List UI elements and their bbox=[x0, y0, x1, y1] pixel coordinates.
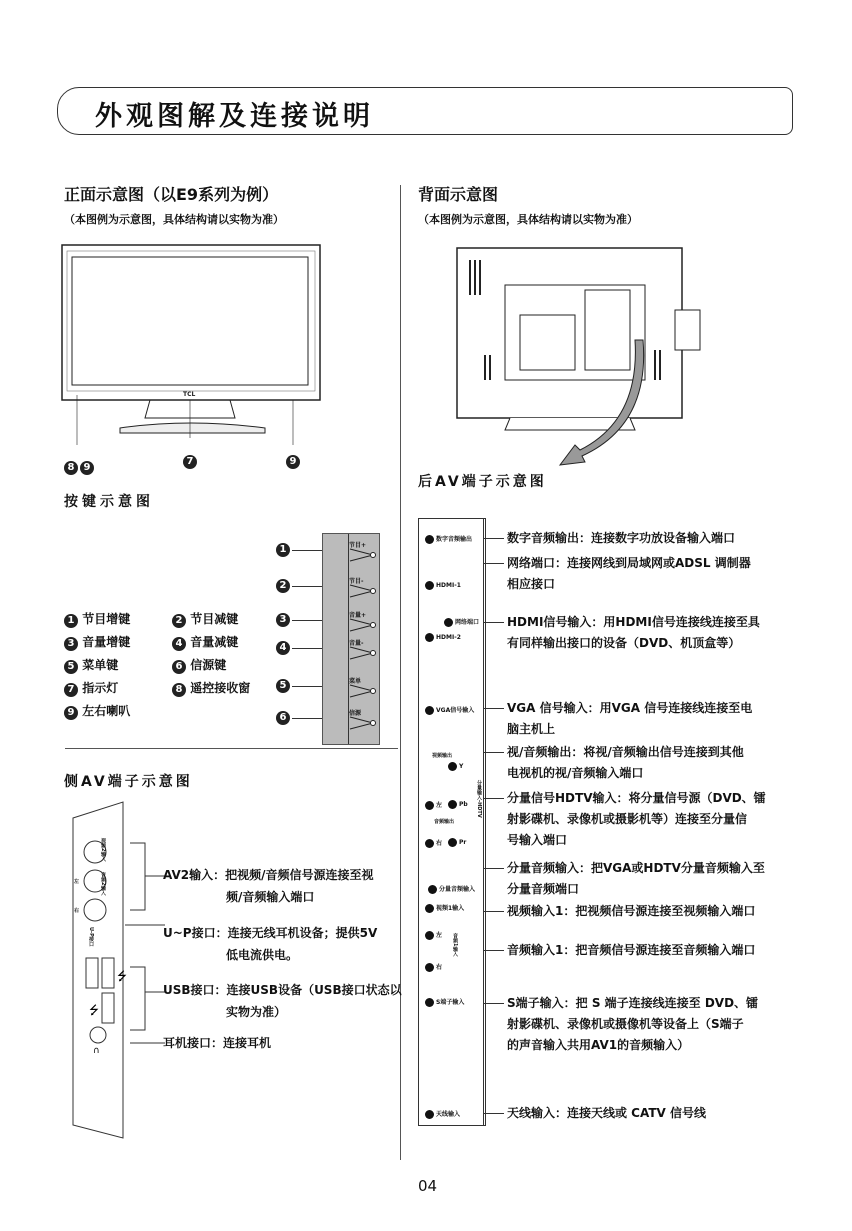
front-view-note: （本图例为示意图，具体结构请以实物为准） bbox=[64, 213, 284, 226]
svg-text:∩: ∩ bbox=[93, 1046, 100, 1056]
key-leader-line bbox=[292, 550, 322, 551]
rear-av-item-l1: 数字音频输出：连接数字功放设备输入端口 bbox=[507, 531, 736, 545]
rear-av-item-l1: 音频输入1：把音频信号源连接至音频输入端口 bbox=[507, 943, 756, 957]
key-callout-6: 6 bbox=[276, 711, 290, 725]
key-button-icon[interactable] bbox=[349, 716, 377, 730]
side-av-item-line1: AV2输入：把视频/音频信号源连接至视 bbox=[163, 868, 374, 882]
key-leader-line bbox=[292, 620, 322, 621]
key-button-icon[interactable] bbox=[349, 684, 377, 698]
rear-av-item-l2: 射影碟机、录像机或摄像机等设备上（S端子 bbox=[507, 1017, 744, 1031]
key-button-icon[interactable] bbox=[349, 548, 377, 562]
rear-port-av-out-label: 视频输出 bbox=[432, 753, 453, 759]
side-av-item-line2: 实物为准） bbox=[226, 1005, 287, 1019]
rear-av-item-l2: 射影碟机、录像机或摄影机等）连接至分量信 bbox=[507, 812, 748, 826]
rear-av-item-l1: 分量信号HDTV输入：将分量信号源（DVD、镭 bbox=[507, 791, 766, 805]
key-callout-1: 1 bbox=[276, 543, 290, 557]
rear-leader-line bbox=[484, 563, 504, 564]
side-av-item-line2: 低电流供电。 bbox=[226, 948, 299, 962]
rear-leader-line bbox=[484, 1113, 504, 1114]
rear-port-audio1-label: 音频1输入 bbox=[452, 933, 458, 957]
side-av-item-line1: U~P接口：连接无线耳机设备；提供5V bbox=[163, 926, 378, 940]
key-panel-label: 节目+ bbox=[349, 542, 367, 549]
key-legend-item: 3 音量增键 bbox=[64, 633, 130, 651]
key-leader-line bbox=[292, 686, 322, 687]
rear-av-title: 后AV端子示意图 bbox=[418, 474, 547, 490]
rear-port-right[interactable]: 右 bbox=[425, 962, 442, 972]
rear-av-item-l2: 有同样输出接口的设备（DVD、机顶盒等） bbox=[507, 636, 741, 650]
front-callouts bbox=[64, 455, 94, 475]
rear-port-right[interactable]: 右 bbox=[425, 838, 442, 848]
rear-av-item-l2: 脑主机上 bbox=[507, 722, 556, 736]
rear-port-audio-out-label: 音频输出 bbox=[434, 819, 455, 825]
rear-av-item-l2: 分量音频端口 bbox=[507, 882, 580, 896]
rear-port-vga[interactable]: VGA信号输入 bbox=[425, 705, 474, 715]
key-panel-label: 音量- bbox=[349, 640, 364, 647]
key-button-icon[interactable] bbox=[349, 584, 377, 598]
rear-av-item-l1: 视/音频输出：将视/音频输出信号连接到其他 bbox=[507, 745, 744, 759]
rear-av-item-l2: 电视机的视/音频输入端口 bbox=[507, 766, 644, 780]
rear-av-item-l1: VGA 信号输入：用VGA 信号连接线连接至电 bbox=[507, 701, 753, 715]
svg-text:TCL: TCL bbox=[183, 391, 196, 398]
rear-port-left[interactable]: 左 bbox=[425, 800, 442, 810]
side-av-item-line1: 耳机接口：连接耳机 bbox=[163, 1036, 272, 1050]
key-leader-line bbox=[292, 648, 322, 649]
key-callout-3: 3 bbox=[276, 613, 290, 627]
tv-front-illustration bbox=[55, 240, 335, 445]
key-button-icon[interactable] bbox=[349, 618, 377, 632]
key-legend-item: 8 遥控接收窗 bbox=[172, 679, 250, 697]
port-label-video2: 视频2输入 bbox=[100, 838, 106, 862]
side-av-title: 侧AV端子示意图 bbox=[64, 774, 193, 790]
rear-port-antenna[interactable]: 天线输入 bbox=[425, 1109, 460, 1119]
rear-leader-line bbox=[484, 708, 504, 709]
front-view-title: 正面示意图（以E9系列为例） bbox=[64, 185, 279, 204]
rear-av-item-l1: 天线输入：连接天线或 CATV 信号线 bbox=[507, 1106, 706, 1120]
key-callout-5: 5 bbox=[276, 679, 290, 693]
rear-leader-line bbox=[484, 911, 504, 912]
rear-av-item-l1: 分量音频输入：把VGA或HDTV分量音频输入至 bbox=[507, 861, 765, 875]
rear-view-title: 背面示意图 bbox=[418, 185, 499, 204]
key-callout-2: 2 bbox=[276, 579, 290, 593]
rear-port-s[interactable]: S端子输入 bbox=[425, 997, 464, 1007]
keys-title: 按键示意图 bbox=[64, 494, 154, 510]
rear-av-item-l1: 网络端口：连接网线到局域网或ADSL 调制器 bbox=[507, 556, 751, 570]
key-callout-4: 4 bbox=[276, 641, 290, 655]
key-panel-label: 节目- bbox=[349, 578, 364, 585]
key-button-icon[interactable] bbox=[349, 646, 377, 660]
callout-7: 7 bbox=[183, 455, 197, 469]
side-av-item-line2: 频/音频输入端口 bbox=[226, 890, 315, 904]
port-label-audio2: 音频2输入 bbox=[100, 872, 106, 896]
port-label-up: U-P接口 bbox=[88, 927, 94, 947]
rear-port-network[interactable]: 网络端口 bbox=[444, 617, 479, 627]
rear-view-note: （本图例为示意图，具体结构请以实物为准） bbox=[418, 213, 638, 226]
svg-text:⭍: ⭍ bbox=[117, 969, 127, 983]
key-leader-line bbox=[292, 718, 322, 719]
callout-9: 9 bbox=[80, 461, 94, 475]
rear-port-component-label: 分量输入-HDTV bbox=[476, 780, 482, 818]
svg-text:⭍: ⭍ bbox=[89, 1003, 99, 1017]
section-divider bbox=[65, 748, 398, 749]
callout-8: 8 bbox=[64, 461, 78, 475]
key-legend-item: 7 指示灯 bbox=[64, 679, 118, 697]
rear-port-pb[interactable]: Pb bbox=[448, 800, 468, 809]
rear-av-item-l2: 相应接口 bbox=[507, 577, 556, 591]
port-label-left: 左 bbox=[74, 879, 80, 885]
rear-port-video1[interactable]: 视频1输入 bbox=[425, 903, 464, 913]
rear-port-hdmi1[interactable]: HDMI-1 bbox=[425, 581, 461, 590]
side-av-panel bbox=[68, 800, 128, 1140]
key-legend-item: 1 节目增键 bbox=[64, 610, 130, 628]
callout-9: 9 bbox=[286, 455, 300, 469]
rear-leader-line bbox=[484, 950, 504, 951]
side-av-item-line1: USB接口：连接USB设备（USB接口状态以 bbox=[163, 983, 402, 997]
key-legend-item: 5 菜单键 bbox=[64, 656, 118, 674]
rear-leader-line bbox=[484, 752, 504, 753]
page-number: 04 bbox=[418, 1177, 438, 1195]
rear-av-item-l1: S端子输入：把 S 端子连接线连接至 DVD、镭 bbox=[507, 996, 759, 1010]
key-legend-item: 9 左右喇叭 bbox=[64, 702, 130, 720]
rear-port-left[interactable]: 左 bbox=[425, 930, 442, 940]
rear-av-item-l1: 视频输入1：把视频信号源连接至视频输入端口 bbox=[507, 904, 756, 918]
port-label-right: 右 bbox=[74, 908, 80, 914]
rear-leader-line bbox=[484, 1003, 504, 1004]
key-panel-label: 音量+ bbox=[349, 612, 367, 619]
column-divider bbox=[400, 185, 401, 1160]
key-legend-item: 2 节目减键 bbox=[172, 610, 238, 628]
rear-port-comp_audio[interactable]: 分量音频输入 bbox=[428, 884, 475, 894]
rear-av-item-l3: 号输入端口 bbox=[507, 833, 568, 847]
page-title: 外观图解及连接说明 bbox=[95, 101, 374, 132]
rear-leader-line bbox=[484, 798, 504, 799]
rear-leader-line bbox=[484, 538, 504, 539]
key-panel-label: 菜单 bbox=[349, 678, 362, 685]
rear-port-digital[interactable]: 数字音频输出 bbox=[425, 534, 472, 544]
rear-leader-line bbox=[484, 868, 504, 869]
key-leader-line bbox=[292, 586, 322, 587]
key-legend-item: 6 信源键 bbox=[172, 656, 226, 674]
rear-leader-line bbox=[484, 622, 504, 623]
rear-av-item-l3: 的声音输入共用AV1的音频输入） bbox=[507, 1038, 690, 1052]
tv-rear-illustration bbox=[450, 240, 710, 475]
rear-port-pr[interactable]: Pr bbox=[448, 838, 466, 847]
key-panel-label: 信源 bbox=[349, 710, 362, 717]
key-legend-item: 4 音量减键 bbox=[172, 633, 238, 651]
rear-port-y[interactable]: Y bbox=[448, 762, 463, 771]
rear-av-item-l1: HDMI信号输入：用HDMI信号连接线连接至具 bbox=[507, 615, 760, 629]
rear-port-hdmi2[interactable]: HDMI-2 bbox=[425, 633, 461, 642]
